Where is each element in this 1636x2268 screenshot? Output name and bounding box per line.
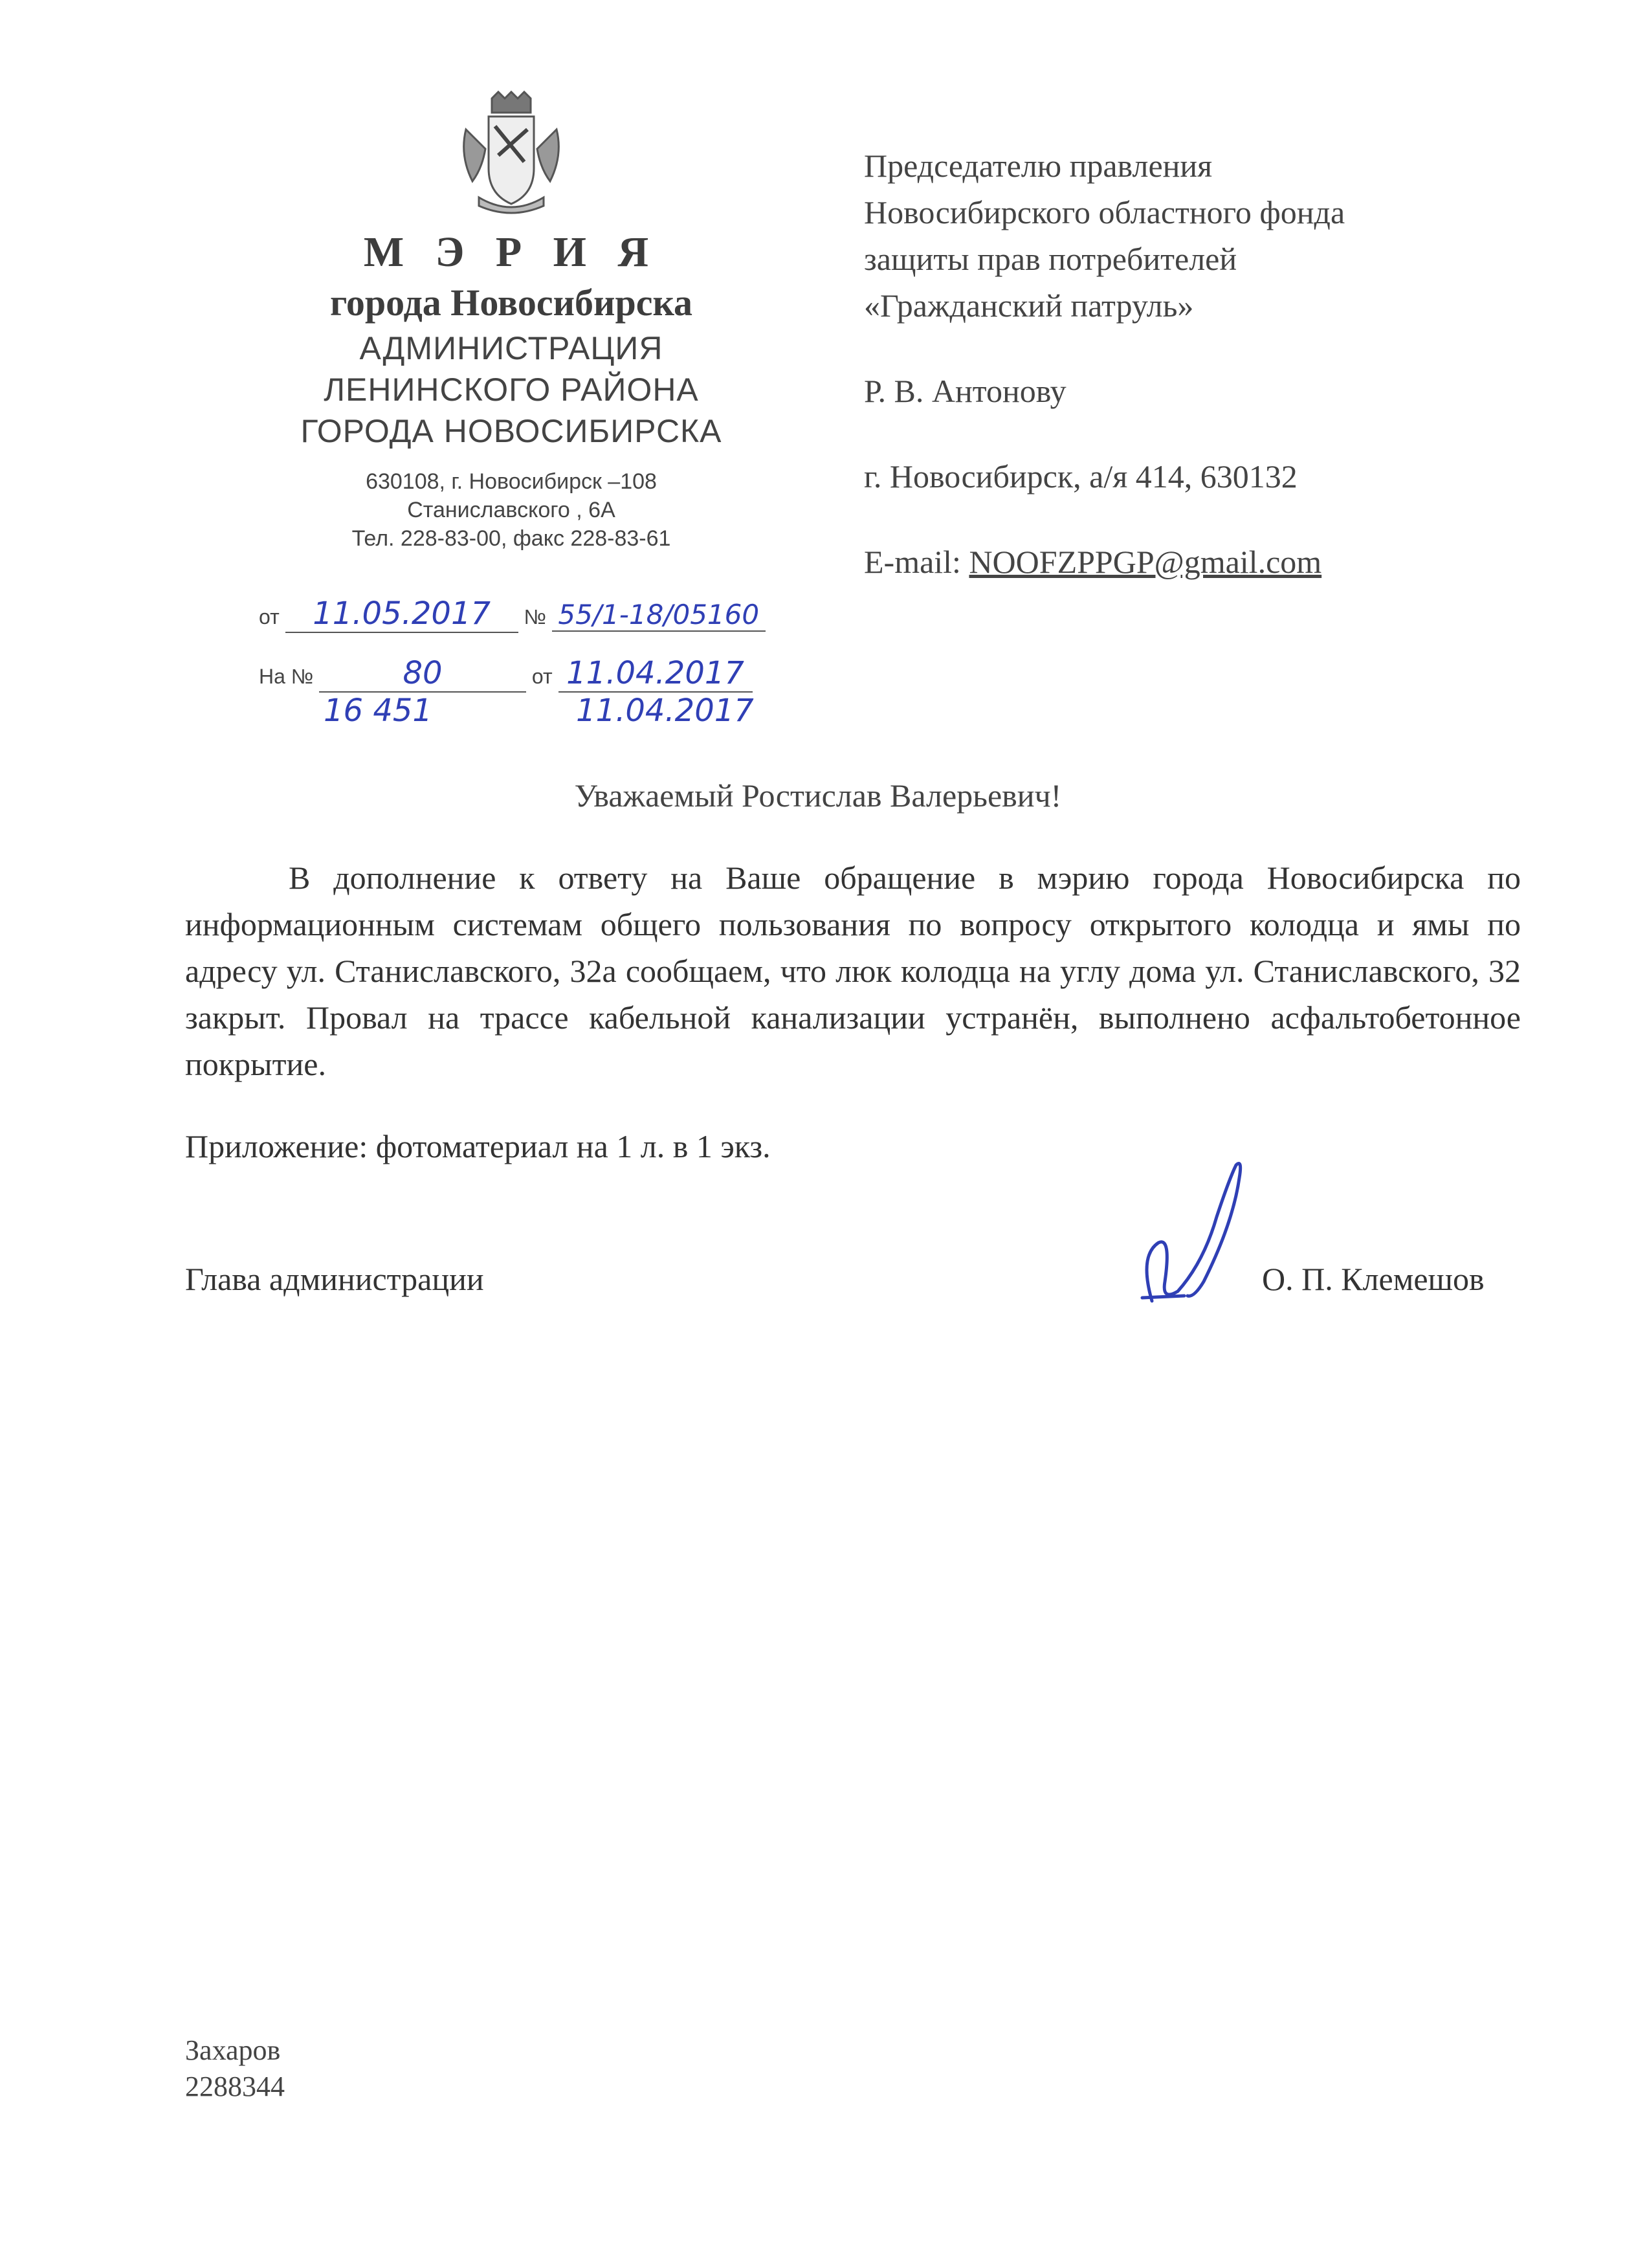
executor-name: Захаров <box>185 2034 281 2066</box>
ref-date: 11.04.2017 <box>558 655 753 693</box>
executor-block <box>185 2032 285 2105</box>
recipient-line-1: Председателю правления <box>864 148 1213 184</box>
recipient-block <box>864 142 1511 585</box>
admin-line-3: ГОРОДА НОВОСИБИРСКА <box>300 413 722 449</box>
org-city: города Новосибирска <box>329 282 693 324</box>
email-label: E-mail: <box>864 544 969 580</box>
address-line-1: 630108, г. Новосибирск –108 <box>366 469 657 494</box>
outgoing-number: 55/1-18/05160 <box>552 599 766 632</box>
recipient-line-4: «Гражданский патруль» <box>864 287 1194 324</box>
admin-line-1: АДМИНИСТРАЦИЯ <box>359 330 663 366</box>
recipient-address: г. Новосибирск, а/я 414, 630132 <box>864 458 1298 495</box>
appendix-note: Приложение: фотоматериал на 1 л. в 1 экз. <box>185 1128 771 1164</box>
ref-number: 80 <box>319 655 526 693</box>
recipient-line-3: защиты прав потребителей <box>864 241 1237 277</box>
ref-label: На № <box>259 665 314 688</box>
signatory-name: О. П. Клемешов <box>1262 1261 1485 1297</box>
admin-line-2: ЛЕНИНСКОГО РАЙОНА <box>324 372 699 408</box>
coat-of-arms-icon <box>453 91 569 220</box>
org-title: М Э Р И Я <box>363 228 659 276</box>
from-date: 11.05.2017 <box>285 595 518 633</box>
letter-body: В дополнение к ответу на Ваше обращение в мэрию города Новосибирска по информационным системам общего пользования по вопросу открытого колодца и ямы по адресу ул. Станиславского, 32а сообщаем, что люк колодца на углу дома ул. Станиславского, 32 закрыт. Провал на трассе кабельной канализации устранён, выполнено асфальтобетонное покрытие. <box>185 860 1521 1082</box>
salutation: Уважаемый Ростислав Валерьевич! <box>574 777 1062 814</box>
signatory-role: Глава администрации <box>185 1261 484 1297</box>
recipient-line-2: Новосибирского областного фонда <box>864 194 1345 230</box>
ref-from-label: от <box>531 665 553 688</box>
incoming-reference <box>259 655 753 693</box>
email-link[interactable]: NOOFZPPGP@gmail.com <box>969 544 1322 580</box>
from-label: от <box>259 605 280 628</box>
letterhead <box>220 91 802 553</box>
ref-date-2: 11.04.2017 <box>576 693 754 729</box>
ref-number-2: 16 451 <box>324 693 432 729</box>
recipient-name: Р. В. Антонову <box>864 373 1067 409</box>
address-line-2: Станиславского , 6А <box>407 498 615 522</box>
number-label: № <box>524 605 546 628</box>
executor-phone: 2288344 <box>185 2071 285 2102</box>
address-line-3: Тел. 228-83-00, факс 228-83-61 <box>351 526 671 551</box>
recipient-email-line <box>864 539 1511 585</box>
outgoing-registration <box>259 595 766 633</box>
